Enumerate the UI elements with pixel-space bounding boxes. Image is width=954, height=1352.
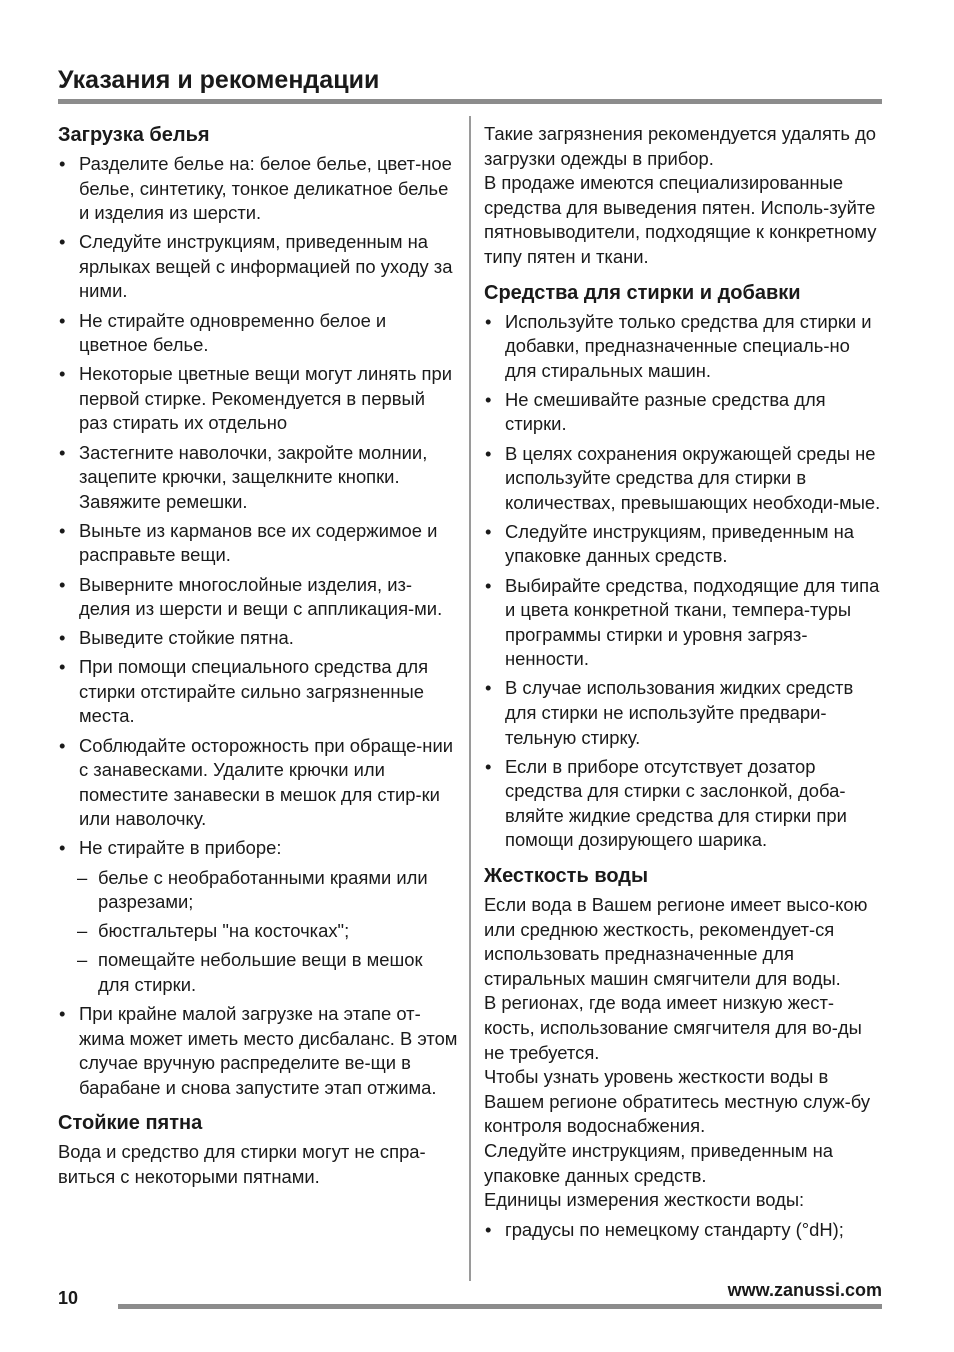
sub-list-item: – помещайте небольшие вещи в мешок для стирки. [58,948,458,997]
list-item: • Следуйте инструкциям, приведенным на ярлыках вещей с информацией по уходу за ними. [58,230,458,304]
left-column [58,122,458,1190]
title-rule [58,99,882,104]
list-item: • Используйте только средства для стирки и добавки, предназначенные специаль-но для стиральных машин. [484,310,884,384]
list-item: • Выньте из карманов все их содержимое и расправьте вещи. [58,519,458,568]
column-divider [469,116,471,1281]
hardness-paragraph-2: В регионах, где вода имеет низкую жест-кость, использование смягчителя для во-ды не требуется. [484,992,862,1063]
page-number: 10 [58,1288,79,1308]
hardness-heading: Жесткость воды [484,865,649,888]
list-item: • Разделите белье на: белое белье, цвет-ное белье, синтетику, тонкое деликатное белье и изделия из шерсти. [58,152,458,226]
detergents-heading: Средства для стирки и добавки [484,281,801,304]
list-item: • Выверните многослойные изделия, из-делия из шерсти и вещи с аппликация-ми. [58,573,458,622]
list-item: • Соблюдайте осторожность при обраще-нии с занавесками. Удалите крючки или поместите занавески в мешок для стир-ки или наволочку. [58,734,458,832]
list-item: • Следуйте инструкциям, приведенным на упаковке данных средств. [484,520,884,569]
stains-paragraph-1: Такие загрязнения рекомендуется удалять до загрузки одежды в прибор. [484,123,877,169]
hardness-paragraph-4: Следуйте инструкциям, приведенным на упаковке данных средств. [484,1139,833,1186]
list-item: • градусы по немецкому стандарту (°dH); [484,1218,884,1243]
stains-text: Вода и средство для стирки могут не спра-виться с некоторыми пятнами. [58,1141,426,1187]
stains-heading: Стойкие пятна [58,1112,203,1135]
hardness-paragraph-1: Если вода в Вашем регионе имеет высо-кою или среднюю жесткость, рекомендует-ся использовать предназначенные для стиральных машин смягчители для воды. [484,894,868,989]
list-item: • Выведите стойкие пятна. [58,626,458,651]
hardness-paragraph-5: Единицы измерения жесткости воды: [484,1189,805,1211]
footer-rule [118,1304,882,1309]
page-title: Указания и рекомендации [58,66,380,94]
loading-list-end [58,1002,458,1100]
list-item: • При помощи специального средства для стирки отстирайте сильно загрязненные места. [58,655,458,729]
detergents-list [484,310,884,853]
list-item: • Не стирайте одновременно белое и цветное белье. [58,309,458,358]
footer-url[interactable]: www.zanussi.com [727,1280,882,1300]
sub-list-item: – бюстгальтеры "на косточках"; [58,919,458,944]
loading-list [58,152,458,861]
list-item: • В случае использования жидких средств для стирки не используйте предвари-тельную стирку. [484,676,884,750]
no-wash-sublist [58,866,458,998]
hardness-paragraph-3: Чтобы узнать уровень жесткости воды в Вашем регионе обратитесь местную служ-бу контроля водоснабжения. [484,1066,871,1137]
list-item: • Если в приборе отсутствует дозатор средства для стирки с заслонкой, доба-вляйте жидкие средства для стирки при помощи дозирующего шарика. [484,755,884,853]
sub-list-item: – белье с необработанными краями или разрезами; [58,866,458,915]
right-column [484,122,884,1247]
list-item: • Застегните наволочки, закройте молнии, зацепите крючки, защелкните кнопки. Завяжите ремешки. [58,441,458,515]
list-item: • В целях сохранения окружающей среды не используйте средства для стирки в количествах, превышающих необходи-мые. [484,442,884,516]
no-wash-item [58,836,458,861]
no-wash-intro: Не стирайте в приборе: [79,837,282,859]
list-item: • Не смешивайте разные средства для стирки. [484,388,884,437]
hardness-units-list [484,1218,884,1243]
loading-heading: Загрузка белья [58,124,210,146]
list-item: • При крайне малой загрузке на этапе от-жима может иметь место дисбаланс. В этом случае вручную распределите ве-щи в барабане и снова запустите этап отжима. [58,1002,458,1100]
stains-paragraph-2: В продаже имеются специализированные средства для выведения пятен. Исполь-зуйте пятновыводители, подходящие к конкретному типу пятен и ткани. [484,172,877,267]
list-item: • Некоторые цветные вещи могут линять при первой стирке. Рекомендуется в первый раз стирать их отдельно [58,362,458,436]
list-item: • Выбирайте средства, подходящие для типа и цвета конкретной ткани, темпера-туры программы стирки и уровня загряз-ненности. [484,574,884,672]
